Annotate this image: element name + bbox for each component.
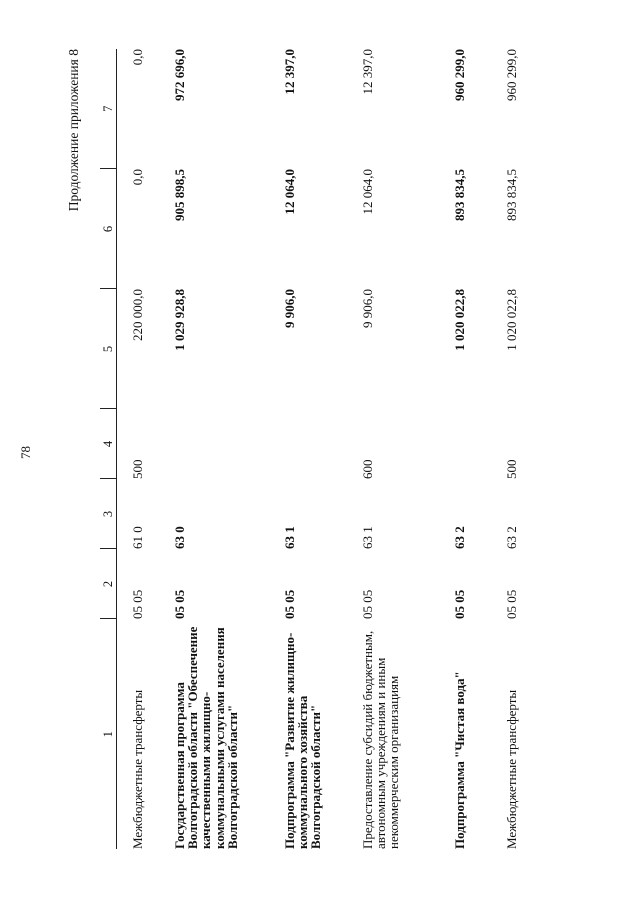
amount-col-7: 960 299,0 — [503, 49, 519, 101]
target-article-code: 61 0 — [130, 526, 145, 549]
item-name: Предоставление субсидий бюджетным, автономным учреждениям и иным некоммерческим организациям — [359, 630, 402, 849]
header-row — [100, 49, 117, 849]
table-row — [347, 49, 439, 849]
table-row — [117, 49, 159, 849]
amount-col-5: 1 020 022,8 — [503, 289, 519, 351]
amount-col-5: 1 020 022,8 — [451, 289, 467, 351]
table-row — [491, 49, 541, 849]
target-article-code: 63 2 — [451, 526, 467, 549]
rotated-table-sheet — [52, 49, 572, 849]
expense-type-code — [269, 409, 347, 479]
expense-type-code — [439, 409, 491, 479]
amount-col-5: 1 029 928,8 — [171, 289, 187, 351]
amount-col-7: 12 397,0 — [281, 49, 297, 95]
column-header: 5 — [100, 289, 117, 409]
amount-col-6: 905 898,5 — [171, 169, 187, 221]
appendix-caption: Продолжение приложения 8 — [66, 49, 81, 212]
item-name: Подпрограмма "Развитие жилищно-коммунального хозяйства Волгоградской области" — [281, 632, 324, 849]
table-row — [159, 49, 269, 849]
table-row — [269, 49, 347, 849]
amount-col-7: 972 696,0 — [171, 49, 187, 101]
expense-type-code: 500 — [503, 459, 519, 479]
item-name: Межбюджетные трансферты — [503, 689, 519, 849]
amount-col-6: 12 064,0 — [359, 169, 375, 215]
amount-col-6: 893 834,5 — [503, 169, 519, 221]
expense-type-code: 500 — [130, 459, 145, 479]
target-article-code: 63 1 — [281, 526, 297, 549]
column-header: 6 — [100, 169, 117, 289]
item-name: Межбюджетные трансферты — [130, 689, 145, 849]
amount-col-6: 893 834,5 — [451, 169, 467, 221]
section-code: 05 05 — [451, 589, 467, 619]
amount-col-5: 9 906,0 — [359, 289, 375, 328]
amount-col-7: 0,0 — [130, 49, 145, 66]
amount-col-5: 9 906,0 — [281, 289, 297, 328]
target-article-code: 63 1 — [359, 526, 375, 549]
amount-col-6: 0,0 — [130, 169, 145, 186]
column-header: 7 — [100, 49, 117, 169]
expense-type-code: 600 — [359, 459, 375, 479]
section-code: 05 05 — [130, 589, 145, 619]
section-code: 05 05 — [171, 589, 187, 619]
column-header: 1 — [100, 619, 117, 849]
target-article-code: 63 0 — [171, 526, 187, 549]
section-code: 05 05 — [281, 589, 297, 619]
budget-table — [100, 49, 541, 849]
page-number: 78 — [18, 446, 33, 459]
table-row — [439, 49, 491, 849]
section-code: 05 05 — [503, 589, 519, 619]
column-header: 4 — [100, 409, 117, 479]
amount-col-6: 12 064,0 — [281, 169, 297, 215]
amount-col-7: 12 397,0 — [359, 49, 375, 95]
target-article-code: 63 2 — [503, 526, 519, 549]
section-code: 05 05 — [359, 589, 375, 619]
column-header: 3 — [100, 479, 117, 549]
column-header: 2 — [100, 549, 117, 619]
item-name: Подпрограмма "Чистая вода" — [451, 671, 467, 849]
item-name: Государственная программа Волгоградской области "Обеспечение качественными жилищно-коммунальными услугами населения Волгоградской области" — [171, 626, 241, 849]
amount-col-5: 220 000,0 — [130, 289, 145, 341]
amount-col-7: 960 299,0 — [451, 49, 467, 101]
expense-type-code — [159, 409, 269, 479]
